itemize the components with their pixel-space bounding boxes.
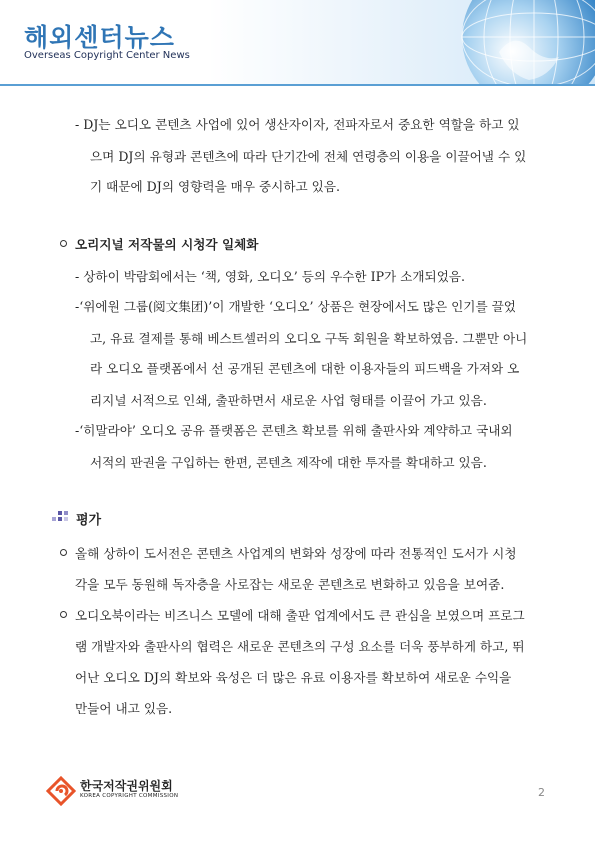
header-divider — [0, 84, 595, 86]
text-line: -‘히말라야’ 오디오 공유 플랫폼은 콘텐츠 확보를 위해 출판사와 계약하고 국내외 — [75, 423, 513, 438]
circle-bullet-icon — [60, 549, 67, 556]
circle-bullet-icon — [60, 240, 67, 247]
text-line: 각을 모두 동원해 독자층을 사로잡는 새로운 콘텐츠로 변화하고 있음을 보여줌. — [75, 577, 505, 592]
text-line: -‘위에원 그룹(阅文集团)’이 개발한 ‘오디오’ 상품은 현장에서도 많은 인기를 끌었 — [75, 299, 516, 314]
text-line: 서적의 판권을 구입하는 한편, 콘텐츠 제작에 대한 투자를 확대하고 있음. — [90, 455, 487, 470]
copyright-commission-logo — [46, 776, 76, 806]
text-line: - DJ는 오디오 콘텐츠 사업에 있어 생산자이자, 전파자로서 중요한 역할을 하고 있 — [75, 117, 520, 132]
circle-bullet-icon — [60, 611, 67, 618]
text-line: 만들어 내고 있음. — [75, 701, 173, 716]
text-line: 오디오북이라는 비즈니스 모델에 대해 출판 업계에서도 큰 관심을 보였으며 프로그 — [75, 608, 525, 623]
text-line: 으며 DJ의 유형과 콘텐츠에 따라 단기간에 전체 연령층의 이용을 이끌어낼 수 있 — [90, 149, 527, 164]
text-line: 올해 상하이 도서전은 콘텐츠 사업계의 변화와 성장에 따라 전통적인 도서가 시청 — [75, 546, 517, 561]
text-line: 램 개발자와 출판사의 협력은 새로운 콘텐츠의 구성 요소를 더욱 풍부하게 하고, 뛰 — [75, 639, 525, 654]
footer-org-name-en: KOREA COPYRIGHT COMMISSION — [80, 793, 179, 799]
page-header — [0, 0, 595, 84]
text-line: 리지널 서적으로 인쇄, 출판하면서 새로운 사업 형태를 이끌어 가고 있음. — [90, 393, 487, 408]
footer-org-name: 한국저작권위원회 — [80, 779, 173, 793]
globe-icon — [459, 0, 595, 84]
newsletter-subtitle: Overseas Copyright Center News — [24, 50, 190, 61]
section-title: 평가 — [76, 513, 102, 528]
newsletter-title: 해외센터뉴스 — [24, 23, 175, 52]
text-line: - 상하이 박람회에서는 ‘책, 영화, 오디오’ 등의 우수한 IP가 소개되었음. — [75, 269, 466, 284]
text-line: 기 때문에 DJ의 영향력을 매우 중시하고 있음. — [90, 179, 340, 194]
text-line: 라 오디오 플랫폼에서 선 공개된 콘텐츠에 대한 이용자들의 피드백을 가져와 오 — [90, 361, 520, 376]
text-line: 어난 오디오 DJ의 확보와 육성은 더 많은 유료 이용자를 확보하여 새로운 수익을 — [75, 670, 512, 685]
section-marker-icon — [50, 511, 70, 525]
subheading: 오리지널 저작물의 시청각 일체화 — [75, 237, 259, 252]
text-line: 고, 유료 결제를 통해 베스트셀러의 오디오 구독 회원을 확보하였음. 그뿐만 아니 — [90, 331, 528, 346]
page-number: 2 — [538, 786, 545, 799]
